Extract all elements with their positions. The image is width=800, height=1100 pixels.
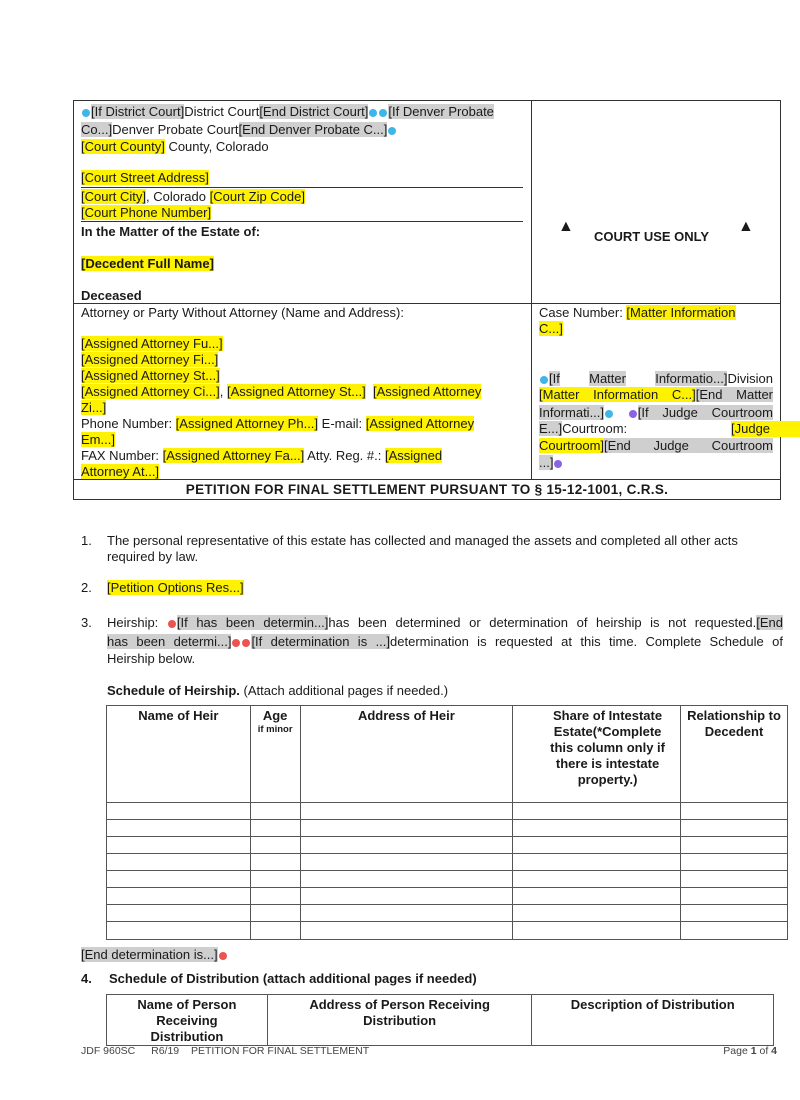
court-name-line [81, 104, 527, 120]
distribution-table [106, 994, 774, 1046]
atty-phone-line [81, 416, 527, 432]
item-3-line-2 [107, 634, 783, 650]
heirship-header-row [107, 706, 788, 803]
end-district-field[interactable]: [End District Court] [259, 104, 369, 119]
court-street-line [81, 170, 209, 186]
denver-probate-text: Denver Probate Court [112, 122, 239, 137]
div-if-field[interactable]: [If [549, 371, 560, 386]
distribution-header-row [107, 995, 774, 1046]
recipient-address-header: Address of Person Receiving Distribution [267, 995, 532, 1046]
div-courtroom-field[interactable]: Courtroom] [539, 438, 605, 453]
atty-zip-line-2 [81, 400, 106, 416]
court-name-line-2 [81, 122, 527, 138]
heirship-title: Schedule of Heirship. [107, 683, 240, 698]
courtroom-label: Courtroom: [562, 421, 628, 436]
div-matter-info-field[interactable]: [Matter Information C...] [539, 387, 696, 402]
div-if-judge-field[interactable]: [If Judge Courtroom [637, 405, 773, 420]
field-marker-icon [629, 410, 637, 418]
table-row[interactable] [107, 905, 788, 922]
form-revision: R6/19 [151, 1045, 180, 1057]
court-phone-line [81, 205, 211, 221]
division-line-1 [539, 371, 773, 387]
table-row[interactable] [107, 803, 788, 820]
case-number-line [539, 305, 775, 321]
division-line-5 [539, 438, 773, 454]
district-court-text: District Court [184, 104, 260, 119]
atty-full-field[interactable]: [Assigned Attorney Fu...] [81, 336, 223, 351]
court-use-only: COURT USE ONLY [594, 229, 710, 244]
relationship-header: Relationship to Decedent [681, 706, 788, 803]
division-label: Division [727, 371, 773, 386]
atty-phone-field[interactable]: [Assigned Attorney Ph...] [175, 416, 319, 431]
division-line-2 [539, 387, 773, 403]
if-denver-field[interactable]: [If Denver Probate [388, 104, 494, 119]
form-title: PETITION FOR FINAL SETTLEMENT [191, 1045, 370, 1057]
triangle-up-icon: ▲ [558, 218, 574, 235]
fax-label: FAX Number: [81, 448, 163, 463]
county-suffix: County, Colorado [164, 139, 269, 154]
heirship-title-note: (Attach additional pages if needed.) [239, 683, 449, 698]
atty-zip-field-cont[interactable]: Zi...] [81, 400, 107, 415]
atty-city-line [81, 384, 527, 400]
atty-email-field-cont[interactable]: Em...] [81, 432, 115, 447]
colorado-sep: , Colorado [146, 189, 210, 204]
field-marker-icon [242, 639, 250, 647]
end-denver-field[interactable]: [End Denver Probate C...] [238, 122, 388, 137]
matter-heading: In the Matter of the Estate of: [81, 224, 261, 239]
div-e-field[interactable]: E...] [539, 421, 563, 436]
if-district-field[interactable]: [If District Court] [91, 104, 185, 119]
court-city-field[interactable]: [Court City] [81, 189, 147, 204]
address-header: Address of Heir [300, 706, 513, 803]
field-marker-icon [219, 952, 227, 960]
atty-firm-field[interactable]: [Assigned Attorney Fi...] [81, 352, 219, 367]
item-4-number: 4. [81, 971, 92, 986]
div-end-tail-field[interactable]: ...] [539, 455, 554, 470]
determination-text: determination is requested at this time. Complete Schedule of [390, 634, 783, 649]
div-matter-field[interactable]: Matter [589, 371, 626, 386]
table-row[interactable] [107, 854, 788, 871]
phone-label: Phone Number: [81, 416, 176, 431]
atty-email-field[interactable]: [Assigned Attorney [365, 416, 475, 431]
reg-label: Atty. Reg. #.: [304, 448, 385, 463]
end-determination-field[interactable]: [End determination is...] [81, 947, 218, 962]
field-marker-icon [168, 620, 176, 628]
case-number-field[interactable]: [Matter Information [626, 305, 736, 320]
case-number-line-2 [539, 321, 563, 337]
deceased-label: Deceased [81, 288, 142, 303]
atty-fax-line [81, 448, 527, 464]
atty-state-field[interactable]: [Assigned Attorney St...] [226, 384, 366, 399]
div-end-judge-field[interactable]: [End Judge Courtroom [604, 438, 773, 453]
if-determined-field[interactable]: [If has been determin...] [176, 615, 329, 630]
court-phone-field[interactable]: [Court Phone Number] [81, 205, 212, 220]
table-row[interactable] [107, 888, 788, 905]
atty-reg-line-2 [81, 464, 159, 480]
atty-email-line-2 [81, 432, 115, 448]
item-3-number: 3. [81, 615, 92, 630]
item-3-line-1 [107, 615, 783, 631]
table-row[interactable] [107, 820, 788, 837]
decedent-field[interactable]: [Decedent Full Name] [81, 256, 214, 271]
div-judge-field[interactable]: [Judge [731, 421, 800, 437]
div-informati-field[interactable]: Informati...] [539, 405, 605, 420]
share-header: Share of Intestate Estate(*Complete this column only if there is intestate property.) [513, 706, 681, 803]
comma-sep: , [219, 384, 227, 399]
end-has-been-field-cont[interactable]: has been determi...] [107, 634, 232, 649]
document-title: PETITION FOR FINAL SETTLEMENT PURSUANT TO § 15-12-1001, C.R.S. [185, 482, 669, 497]
triangle-up-icon: ▲ [738, 218, 754, 235]
end-determination-line [81, 947, 228, 963]
table-row[interactable] [107, 837, 788, 854]
atty-street-field[interactable]: [Assigned Attorney St...] [81, 368, 220, 383]
div-end-matter-field[interactable]: [End Matter [695, 387, 773, 402]
atty-city-field[interactable]: [Assigned Attorney Ci...] [81, 384, 220, 399]
field-marker-icon [379, 109, 387, 117]
field-marker-icon [554, 460, 562, 468]
table-row[interactable] [107, 922, 788, 940]
court-city-line [81, 189, 305, 205]
heirship-table [106, 705, 788, 940]
court-county-field[interactable]: [Court County] [81, 139, 165, 154]
if-determination-field[interactable]: [If determination is ...] [251, 634, 391, 649]
heirship-label: Heirship: [107, 615, 167, 630]
field-marker-icon [388, 127, 396, 135]
item-1-number: 1. [81, 533, 92, 548]
field-marker-icon [232, 639, 240, 647]
if-denver-field-cont[interactable]: Co...] [81, 122, 113, 137]
division-line-3 [539, 405, 773, 421]
item-2-line [107, 580, 244, 596]
field-marker-icon [540, 376, 548, 384]
court-street-field[interactable]: [Court Street Address] [81, 170, 209, 185]
decedent-line [81, 256, 214, 272]
table-row[interactable] [107, 871, 788, 888]
email-label: E-mail: [318, 416, 366, 431]
atty-firm-line [81, 352, 218, 368]
atty-street-line [81, 368, 220, 384]
atty-full-line [81, 336, 223, 352]
distribution-description-header: Description of Distribution [532, 995, 774, 1046]
form-id: JDF 960SC [81, 1045, 136, 1057]
atty-fax-field[interactable]: [Assigned Attorney Fa...] [162, 448, 305, 463]
case-number-field-cont[interactable]: C...] [539, 321, 563, 336]
atty-reg-field[interactable]: [Assigned [384, 448, 443, 463]
item-4-text: Schedule of Distribution (attach additional pages if needed) [109, 971, 477, 986]
field-marker-icon [369, 109, 377, 117]
court-county-line [81, 139, 269, 155]
item-3-line-3: Heirship below. [107, 651, 196, 666]
item-2-number: 2. [81, 580, 92, 595]
division-line-6 [539, 455, 563, 471]
recipient-name-header: Name of Person Receiving Distribution [107, 995, 268, 1046]
footer [81, 1045, 781, 1057]
field-marker-icon [605, 410, 613, 418]
field-marker-icon [82, 109, 90, 117]
div-info-field[interactable]: Informatio...] [655, 371, 728, 386]
atty-zip-field[interactable]: [Assigned Attorney [372, 384, 482, 399]
heir-name-header: Name of Heir [107, 706, 251, 803]
item-1-text: The personal representative of this estate has collected and managed the assets and completed all other acts required by law. [107, 533, 738, 564]
age-header: Age if minor [250, 706, 300, 803]
determined-text: has been determined or determination of heirship is not requested. [328, 615, 757, 630]
page-indicator: Page 1 of 4 [723, 1045, 777, 1057]
petition-options-field[interactable]: [Petition Options Res...] [107, 580, 244, 595]
atty-reg-field-cont[interactable]: Attorney At...] [81, 464, 160, 479]
case-number-label: Case Number: [539, 305, 627, 320]
end-has-been-field[interactable]: [End [756, 615, 783, 630]
court-zip-field[interactable]: [Court Zip Code] [209, 189, 305, 204]
attorney-heading: Attorney or Party Without Attorney (Name and Address): [81, 305, 404, 320]
heirship-title-line [107, 683, 448, 699]
